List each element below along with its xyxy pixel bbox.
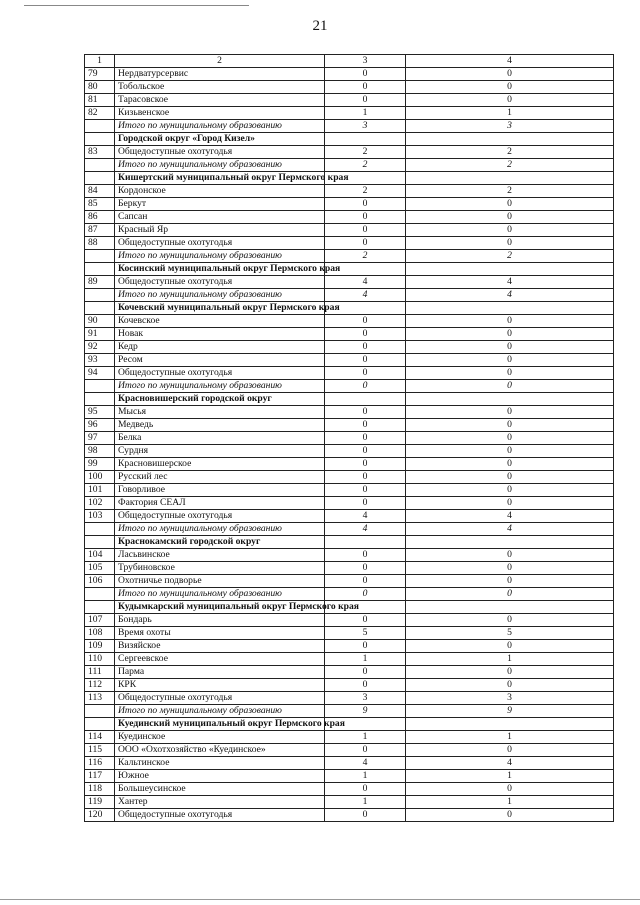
row-value4-cell — [406, 263, 614, 276]
row-value3-cell: 0 — [325, 666, 406, 679]
row-number-cell — [85, 601, 115, 614]
table-row — [85, 185, 614, 198]
row-value4-cell: 0 — [406, 237, 614, 250]
table-row — [85, 796, 614, 809]
row-name-cell: Итого по муниципальному образованию — [115, 250, 325, 263]
row-name-cell: Кизьвенское — [115, 107, 325, 120]
table-row — [85, 783, 614, 796]
table-row — [85, 510, 614, 523]
total-row — [85, 250, 614, 263]
row-name-cell: Итого по муниципальному образованию — [115, 289, 325, 302]
row-name-cell: Новак — [115, 328, 325, 341]
row-number-cell: 106 — [85, 575, 115, 588]
row-number-cell: 88 — [85, 237, 115, 250]
row-number-cell: 99 — [85, 458, 115, 471]
row-name-cell: Парма — [115, 666, 325, 679]
row-name-cell: Общедоступные охотугодья — [115, 809, 325, 822]
row-name-cell: Общедоступные охотугодья — [115, 510, 325, 523]
table-row — [85, 432, 614, 445]
row-name-cell: Беркут — [115, 198, 325, 211]
table-row — [85, 68, 614, 81]
row-number-cell — [85, 523, 115, 536]
table-row — [85, 211, 614, 224]
row-value3-cell: 0 — [325, 367, 406, 380]
row-value4-cell: 0 — [406, 198, 614, 211]
row-value4-cell: 3 — [406, 692, 614, 705]
row-value4-cell: 5 — [406, 627, 614, 640]
row-number-cell: 115 — [85, 744, 115, 757]
table-row — [85, 458, 614, 471]
row-number-cell — [85, 302, 115, 315]
row-number-cell: 86 — [85, 211, 115, 224]
row-name-cell: Кишертский муниципальный округ Пермского края — [115, 172, 325, 185]
row-value3-cell: 0 — [325, 224, 406, 237]
row-name-cell: Ласьвинское — [115, 549, 325, 562]
row-value3-cell: 0 — [325, 497, 406, 510]
row-value3-cell — [325, 393, 406, 406]
row-name-cell: Визяйское — [115, 640, 325, 653]
row-name-cell: Фактория СЕАЛ — [115, 497, 325, 510]
row-value4-cell: 0 — [406, 341, 614, 354]
table-row — [85, 328, 614, 341]
row-number-cell: 95 — [85, 406, 115, 419]
row-value3-cell: 0 — [325, 588, 406, 601]
row-value3-cell: 2 — [325, 159, 406, 172]
total-row — [85, 588, 614, 601]
row-name-cell: Общедоступные охотугодья — [115, 367, 325, 380]
row-value3-cell: 2 — [325, 250, 406, 263]
row-value3-cell: 4 — [325, 276, 406, 289]
row-name-cell: Общедоступные охотугодья — [115, 692, 325, 705]
row-value4-cell: 4 — [406, 289, 614, 302]
row-number-cell: 84 — [85, 185, 115, 198]
page-number: 21 — [312, 18, 328, 34]
row-number-cell: 107 — [85, 614, 115, 627]
row-number-cell: 90 — [85, 315, 115, 328]
row-name-cell: ООО «Охотхозяйство «Куединское» — [115, 744, 325, 757]
row-number-cell: 89 — [85, 276, 115, 289]
row-value3-cell: 0 — [325, 549, 406, 562]
row-name-cell: Красновишерский городской округ — [115, 393, 325, 406]
row-name-cell: Общедоступные охотугодья — [115, 237, 325, 250]
row-name-cell: Нердватурсервис — [115, 68, 325, 81]
row-value4-cell: 0 — [406, 406, 614, 419]
section-row — [85, 393, 614, 406]
row-number-cell: 103 — [85, 510, 115, 523]
row-value3-cell: 4 — [325, 523, 406, 536]
row-value3-cell: 2 — [325, 185, 406, 198]
table-row — [85, 614, 614, 627]
row-name-cell: Кальтинское — [115, 757, 325, 770]
row-number-cell — [85, 120, 115, 133]
row-number-cell: 104 — [85, 549, 115, 562]
row-value3-cell: 0 — [325, 445, 406, 458]
row-name-cell: Говорливое — [115, 484, 325, 497]
row-value4-cell: 1 — [406, 107, 614, 120]
row-value3-cell: 0 — [325, 614, 406, 627]
table-row — [85, 497, 614, 510]
row-value4-cell: 0 — [406, 94, 614, 107]
row-name-cell: Кочевское — [115, 315, 325, 328]
row-value3-cell: 4 — [325, 289, 406, 302]
row-value4-cell: 0 — [406, 744, 614, 757]
total-row — [85, 380, 614, 393]
row-name-cell: КРК — [115, 679, 325, 692]
row-value4-cell: 0 — [406, 380, 614, 393]
row-value4-cell: 4 — [406, 276, 614, 289]
row-name-cell: Красновишерское — [115, 458, 325, 471]
row-name-cell: Медведь — [115, 419, 325, 432]
row-name-cell: Краснокамский городской округ — [115, 536, 325, 549]
row-value3-cell: 0 — [325, 68, 406, 81]
row-value3-cell: 0 — [325, 484, 406, 497]
header-cell-name: 2 — [115, 55, 325, 68]
row-value3-cell: 1 — [325, 653, 406, 666]
row-value4-cell: 0 — [406, 419, 614, 432]
row-value4-cell: 0 — [406, 575, 614, 588]
row-name-cell: Тарасовское — [115, 94, 325, 107]
row-value4-cell — [406, 718, 614, 731]
header-cell-number: 1 — [85, 55, 115, 68]
row-number-cell: 108 — [85, 627, 115, 640]
row-value4-cell: 3 — [406, 120, 614, 133]
table-row — [85, 419, 614, 432]
row-name-cell: Русский лес — [115, 471, 325, 484]
row-name-cell: Общедоступные охотугодья — [115, 276, 325, 289]
row-value3-cell: 1 — [325, 731, 406, 744]
table-row — [85, 692, 614, 705]
row-name-cell: Белка — [115, 432, 325, 445]
row-name-cell: Итого по муниципальному образованию — [115, 120, 325, 133]
table-row — [85, 809, 614, 822]
row-name-cell: Городской округ «Город Кизел» — [115, 133, 325, 146]
row-name-cell: Красный Яр — [115, 224, 325, 237]
table-row — [85, 315, 614, 328]
row-value4-cell: 1 — [406, 731, 614, 744]
row-number-cell: 96 — [85, 419, 115, 432]
table-row — [85, 471, 614, 484]
row-value4-cell: 4 — [406, 523, 614, 536]
table-row — [85, 94, 614, 107]
row-number-cell: 109 — [85, 640, 115, 653]
row-value3-cell: 0 — [325, 354, 406, 367]
table-row — [85, 731, 614, 744]
section-row — [85, 601, 614, 614]
row-value4-cell: 4 — [406, 757, 614, 770]
table-row — [85, 484, 614, 497]
row-name-cell: Итого по муниципальному образованию — [115, 588, 325, 601]
table-row — [85, 354, 614, 367]
table-header-row — [85, 55, 614, 68]
row-value3-cell: 3 — [325, 692, 406, 705]
row-value4-cell: 0 — [406, 211, 614, 224]
total-row — [85, 120, 614, 133]
row-value3-cell: 1 — [325, 107, 406, 120]
section-row — [85, 302, 614, 315]
table-row — [85, 146, 614, 159]
row-value4-cell: 0 — [406, 549, 614, 562]
row-value3-cell: 0 — [325, 211, 406, 224]
row-name-cell: Кедр — [115, 341, 325, 354]
row-number-cell: 101 — [85, 484, 115, 497]
row-number-cell: 93 — [85, 354, 115, 367]
row-value4-cell: 0 — [406, 497, 614, 510]
table-row — [85, 81, 614, 94]
top-rule — [24, 5, 249, 6]
row-name-cell: Кудымкарский муниципальный округ Пермского края — [115, 601, 325, 614]
row-name-cell: Бондарь — [115, 614, 325, 627]
table-row — [85, 575, 614, 588]
total-row — [85, 705, 614, 718]
table-row — [85, 744, 614, 757]
row-name-cell: Сапсан — [115, 211, 325, 224]
row-value4-cell: 2 — [406, 159, 614, 172]
header-cell-col4: 4 — [406, 55, 614, 68]
row-name-cell: Южное — [115, 770, 325, 783]
row-value4-cell: 0 — [406, 367, 614, 380]
row-value4-cell: 0 — [406, 783, 614, 796]
row-number-cell: 117 — [85, 770, 115, 783]
header-cell-col3: 3 — [325, 55, 406, 68]
row-name-cell: Итого по муниципальному образованию — [115, 705, 325, 718]
row-number-cell — [85, 705, 115, 718]
section-row — [85, 263, 614, 276]
row-number-cell — [85, 172, 115, 185]
row-value3-cell: 5 — [325, 627, 406, 640]
row-name-cell: Большеусинское — [115, 783, 325, 796]
row-value4-cell — [406, 172, 614, 185]
row-number-cell: 102 — [85, 497, 115, 510]
row-value3-cell: 0 — [325, 783, 406, 796]
row-number-cell: 82 — [85, 107, 115, 120]
row-value4-cell: 0 — [406, 315, 614, 328]
section-row — [85, 133, 614, 146]
row-value3-cell: 0 — [325, 575, 406, 588]
row-number-cell — [85, 536, 115, 549]
row-number-cell — [85, 250, 115, 263]
row-number-cell: 112 — [85, 679, 115, 692]
row-name-cell: Сергеевское — [115, 653, 325, 666]
row-number-cell: 98 — [85, 445, 115, 458]
row-value4-cell: 1 — [406, 653, 614, 666]
row-value3-cell: 0 — [325, 328, 406, 341]
row-number-cell: 83 — [85, 146, 115, 159]
row-value3-cell: 0 — [325, 198, 406, 211]
row-name-cell: Итого по муниципальному образованию — [115, 159, 325, 172]
row-value4-cell — [406, 601, 614, 614]
row-number-cell: 92 — [85, 341, 115, 354]
row-number-cell — [85, 263, 115, 276]
row-value3-cell: 1 — [325, 796, 406, 809]
row-number-cell — [85, 393, 115, 406]
row-value4-cell: 2 — [406, 146, 614, 159]
row-number-cell: 100 — [85, 471, 115, 484]
row-value4-cell: 4 — [406, 510, 614, 523]
section-row — [85, 172, 614, 185]
row-name-cell: Косинский муниципальный округ Пермского края — [115, 263, 325, 276]
row-value4-cell — [406, 133, 614, 146]
row-value3-cell: 9 — [325, 705, 406, 718]
row-name-cell: Куединское — [115, 731, 325, 744]
total-row — [85, 289, 614, 302]
row-value3-cell: 0 — [325, 471, 406, 484]
row-value3-cell: 0 — [325, 315, 406, 328]
row-value3-cell — [325, 133, 406, 146]
row-number-cell: 119 — [85, 796, 115, 809]
row-value4-cell — [406, 536, 614, 549]
row-number-cell: 91 — [85, 328, 115, 341]
row-value4-cell: 0 — [406, 588, 614, 601]
row-number-cell — [85, 159, 115, 172]
table-row — [85, 549, 614, 562]
row-value4-cell: 0 — [406, 614, 614, 627]
row-value4-cell: 0 — [406, 432, 614, 445]
row-value4-cell: 0 — [406, 484, 614, 497]
row-name-cell: Куединский муниципальный округ Пермского края — [115, 718, 325, 731]
row-value3-cell: 0 — [325, 341, 406, 354]
row-number-cell: 113 — [85, 692, 115, 705]
row-name-cell: Сурдня — [115, 445, 325, 458]
row-number-cell: 114 — [85, 731, 115, 744]
row-name-cell: Кочевский муниципальный округ Пермского края — [115, 302, 325, 315]
table-row — [85, 757, 614, 770]
row-name-cell: Мысья — [115, 406, 325, 419]
row-value3-cell: 0 — [325, 562, 406, 575]
row-value4-cell: 0 — [406, 471, 614, 484]
row-value3-cell: 0 — [325, 94, 406, 107]
row-name-cell: Общедоступные охотугодья — [115, 146, 325, 159]
table-row — [85, 237, 614, 250]
row-value3-cell: 0 — [325, 81, 406, 94]
row-number-cell: 94 — [85, 367, 115, 380]
row-name-cell: Тобольское — [115, 81, 325, 94]
row-number-cell: 79 — [85, 68, 115, 81]
section-row — [85, 718, 614, 731]
hunting-grounds-table — [84, 54, 614, 822]
row-number-cell: 111 — [85, 666, 115, 679]
row-value3-cell: 0 — [325, 809, 406, 822]
table-row — [85, 666, 614, 679]
row-number-cell — [85, 289, 115, 302]
row-number-cell: 97 — [85, 432, 115, 445]
row-value4-cell: 0 — [406, 458, 614, 471]
table-row — [85, 627, 614, 640]
row-value3-cell: 4 — [325, 757, 406, 770]
row-value4-cell: 9 — [406, 705, 614, 718]
row-number-cell: 87 — [85, 224, 115, 237]
row-value3-cell — [325, 536, 406, 549]
table-row — [85, 770, 614, 783]
row-value4-cell: 0 — [406, 562, 614, 575]
row-name-cell: Трубиновское — [115, 562, 325, 575]
row-value4-cell: 0 — [406, 666, 614, 679]
row-name-cell: Хантер — [115, 796, 325, 809]
row-value3-cell: 3 — [325, 120, 406, 133]
row-value4-cell: 0 — [406, 445, 614, 458]
table-row — [85, 341, 614, 354]
table-row — [85, 276, 614, 289]
table-row — [85, 640, 614, 653]
row-value3-cell: 0 — [325, 419, 406, 432]
row-value4-cell: 0 — [406, 679, 614, 692]
row-number-cell: 120 — [85, 809, 115, 822]
table-row — [85, 224, 614, 237]
row-value4-cell: 0 — [406, 81, 614, 94]
row-value4-cell: 2 — [406, 250, 614, 263]
row-number-cell: 105 — [85, 562, 115, 575]
table-row — [85, 198, 614, 211]
row-name-cell: Ресом — [115, 354, 325, 367]
row-value3-cell: 4 — [325, 510, 406, 523]
row-value4-cell: 0 — [406, 640, 614, 653]
row-value4-cell: 0 — [406, 68, 614, 81]
row-number-cell — [85, 380, 115, 393]
total-row — [85, 523, 614, 536]
row-number-cell: 116 — [85, 757, 115, 770]
table-row — [85, 406, 614, 419]
row-value4-cell: 0 — [406, 328, 614, 341]
row-number-cell: 81 — [85, 94, 115, 107]
row-number-cell — [85, 133, 115, 146]
row-value4-cell: 0 — [406, 224, 614, 237]
row-value4-cell: 2 — [406, 185, 614, 198]
row-number-cell: 80 — [85, 81, 115, 94]
total-row — [85, 159, 614, 172]
table-row — [85, 367, 614, 380]
table-body — [85, 55, 614, 822]
row-name-cell: Итого по муниципальному образованию — [115, 380, 325, 393]
row-number-cell: 85 — [85, 198, 115, 211]
row-value3-cell: 0 — [325, 744, 406, 757]
row-number-cell: 118 — [85, 783, 115, 796]
row-value3-cell: 0 — [325, 380, 406, 393]
table-row — [85, 445, 614, 458]
row-name-cell: Время охоты — [115, 627, 325, 640]
row-number-cell — [85, 588, 115, 601]
row-value4-cell: 0 — [406, 809, 614, 822]
row-value3-cell: 0 — [325, 237, 406, 250]
row-value3-cell: 2 — [325, 146, 406, 159]
row-value4-cell — [406, 302, 614, 315]
row-number-cell — [85, 718, 115, 731]
table-row — [85, 653, 614, 666]
row-value3-cell: 0 — [325, 640, 406, 653]
row-value3-cell: 0 — [325, 679, 406, 692]
row-value4-cell: 1 — [406, 770, 614, 783]
row-value3-cell: 0 — [325, 406, 406, 419]
row-value4-cell: 0 — [406, 354, 614, 367]
table-row — [85, 562, 614, 575]
section-row — [85, 536, 614, 549]
row-name-cell: Кордонское — [115, 185, 325, 198]
row-value4-cell: 1 — [406, 796, 614, 809]
table-row — [85, 679, 614, 692]
bottom-rule — [0, 899, 640, 900]
row-value3-cell: 0 — [325, 458, 406, 471]
row-value3-cell: 1 — [325, 770, 406, 783]
row-value3-cell: 0 — [325, 432, 406, 445]
row-name-cell: Итого по муниципальному образованию — [115, 523, 325, 536]
row-name-cell: Охотничье подворье — [115, 575, 325, 588]
row-value4-cell — [406, 393, 614, 406]
row-number-cell: 110 — [85, 653, 115, 666]
table-row — [85, 107, 614, 120]
